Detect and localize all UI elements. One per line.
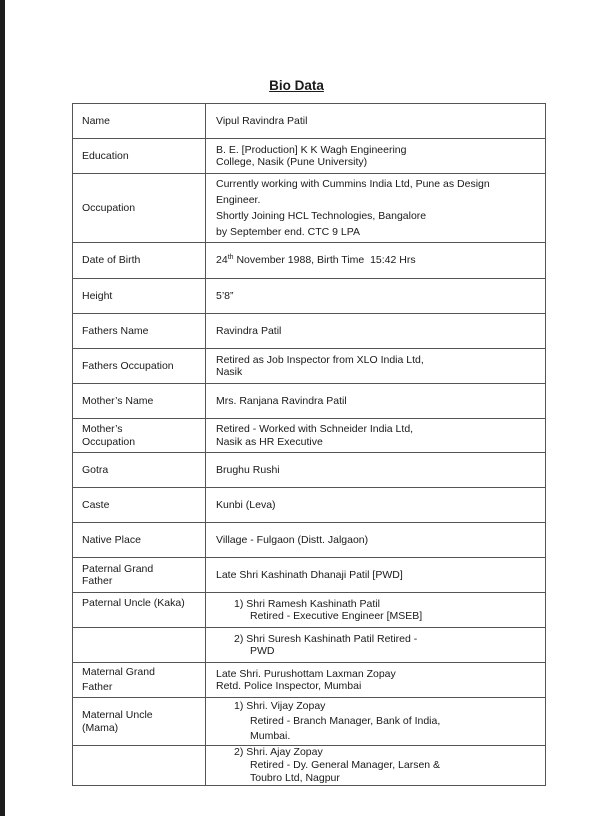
- value-maternal-uncle-2: 2) Shri. Ajay Zopay Retired - Dy. General Manager, Larsen & Toubro Ltd, Nagpur: [206, 746, 546, 786]
- table-row-height: [73, 279, 546, 314]
- label-occupation: Occupation: [73, 174, 206, 243]
- label-name: Name: [73, 104, 206, 139]
- table-row-paternal-uncle-2: [73, 628, 546, 663]
- value-mothers-occupation: Retired - Worked with Schneider India Ltd, Nasik as HR Executive: [206, 419, 546, 453]
- table-row-occupation: [73, 174, 546, 243]
- label-height: Height: [73, 279, 206, 314]
- value-fathers-name: Ravindra Patil: [206, 314, 546, 349]
- table-row-native-place: [73, 523, 546, 558]
- table-row-mothers-name: [73, 384, 546, 419]
- table-row-education: [73, 139, 546, 174]
- table-row-paternal-grandfather: [73, 558, 546, 593]
- table-row-gotra: [73, 453, 546, 488]
- table-row-caste: [73, 488, 546, 523]
- label-mothers-occupation: Mother’s Occupation: [73, 419, 206, 453]
- table-row-fathers-occupation: [73, 349, 546, 384]
- table-row-mothers-occupation: [73, 419, 546, 453]
- value-mothers-name: Mrs. Ranjana Ravindra Patil: [206, 384, 546, 419]
- label-native-place: Native Place: [73, 523, 206, 558]
- value-paternal-grandfather: Late Shri Kashinath Dhanaji Patil [PWD]: [206, 558, 546, 593]
- label-dob: Date of Birth: [73, 243, 206, 279]
- label-gotra: Gotra: [73, 453, 206, 488]
- label-empty: [73, 628, 206, 663]
- value-height: 5’8”: [206, 279, 546, 314]
- table-row-fathers-name: [73, 314, 546, 349]
- label-paternal-grandfather: Paternal Grand Father: [73, 558, 206, 593]
- table-row-dob: [73, 243, 546, 279]
- label-education: Education: [73, 139, 206, 174]
- biodata-table: [72, 103, 546, 786]
- label-mothers-name: Mother’s Name: [73, 384, 206, 419]
- label-empty-2: [73, 746, 206, 786]
- value-dob: 24th November 1988, Birth Time 15:42 Hrs: [206, 243, 546, 279]
- value-fathers-occupation: Retired as Job Inspector from XLO India Ltd, Nasik: [206, 349, 546, 384]
- value-native-place: Village - Fulgaon (Distt. Jalgaon): [206, 523, 546, 558]
- value-occupation: Currently working with Cummins India Ltd, Pune as Design Engineer. Shortly Joining HCL Technologies, Bangalore by September end. CTC 9 LPA: [206, 174, 546, 243]
- value-name: Vipul Ravindra Patil: [206, 104, 546, 139]
- table-row-maternal-grandfather: [73, 663, 546, 698]
- value-gotra: Brughu Rushi: [206, 453, 546, 488]
- label-paternal-uncle: Paternal Uncle (Kaka): [73, 593, 206, 628]
- page-edge: [0, 0, 5, 816]
- page-title: Bio Data: [269, 78, 324, 93]
- table-row-maternal-uncle-2: [73, 746, 546, 786]
- table-row-name: [73, 104, 546, 139]
- label-maternal-uncle: Maternal Uncle (Mama): [73, 698, 206, 746]
- table-row-maternal-uncle-1: [73, 698, 546, 746]
- value-caste: Kunbi (Leva): [206, 488, 546, 523]
- label-fathers-name: Fathers Name: [73, 314, 206, 349]
- label-caste: Caste: [73, 488, 206, 523]
- label-fathers-occupation: Fathers Occupation: [73, 349, 206, 384]
- value-maternal-grandfather: Late Shri. Purushottam Laxman Zopay Retd. Police Inspector, Mumbai: [206, 663, 546, 698]
- value-maternal-uncle-1: 1) Shri. Vijay Zopay Retired - Branch Manager, Bank of India, Mumbai.: [206, 698, 546, 746]
- table-row-paternal-uncle-1: [73, 593, 546, 628]
- value-paternal-uncle-1: 1) Shri Ramesh Kashinath Patil Retired - Executive Engineer [MSEB]: [206, 593, 546, 628]
- label-maternal-grandfather: Maternal Grand Father: [73, 663, 206, 698]
- value-education: B. E. [Production] K K Wagh Engineering College, Nasik (Pune University): [206, 139, 546, 174]
- value-paternal-uncle-2: 2) Shri Suresh Kashinath Patil Retired - PWD: [206, 628, 546, 663]
